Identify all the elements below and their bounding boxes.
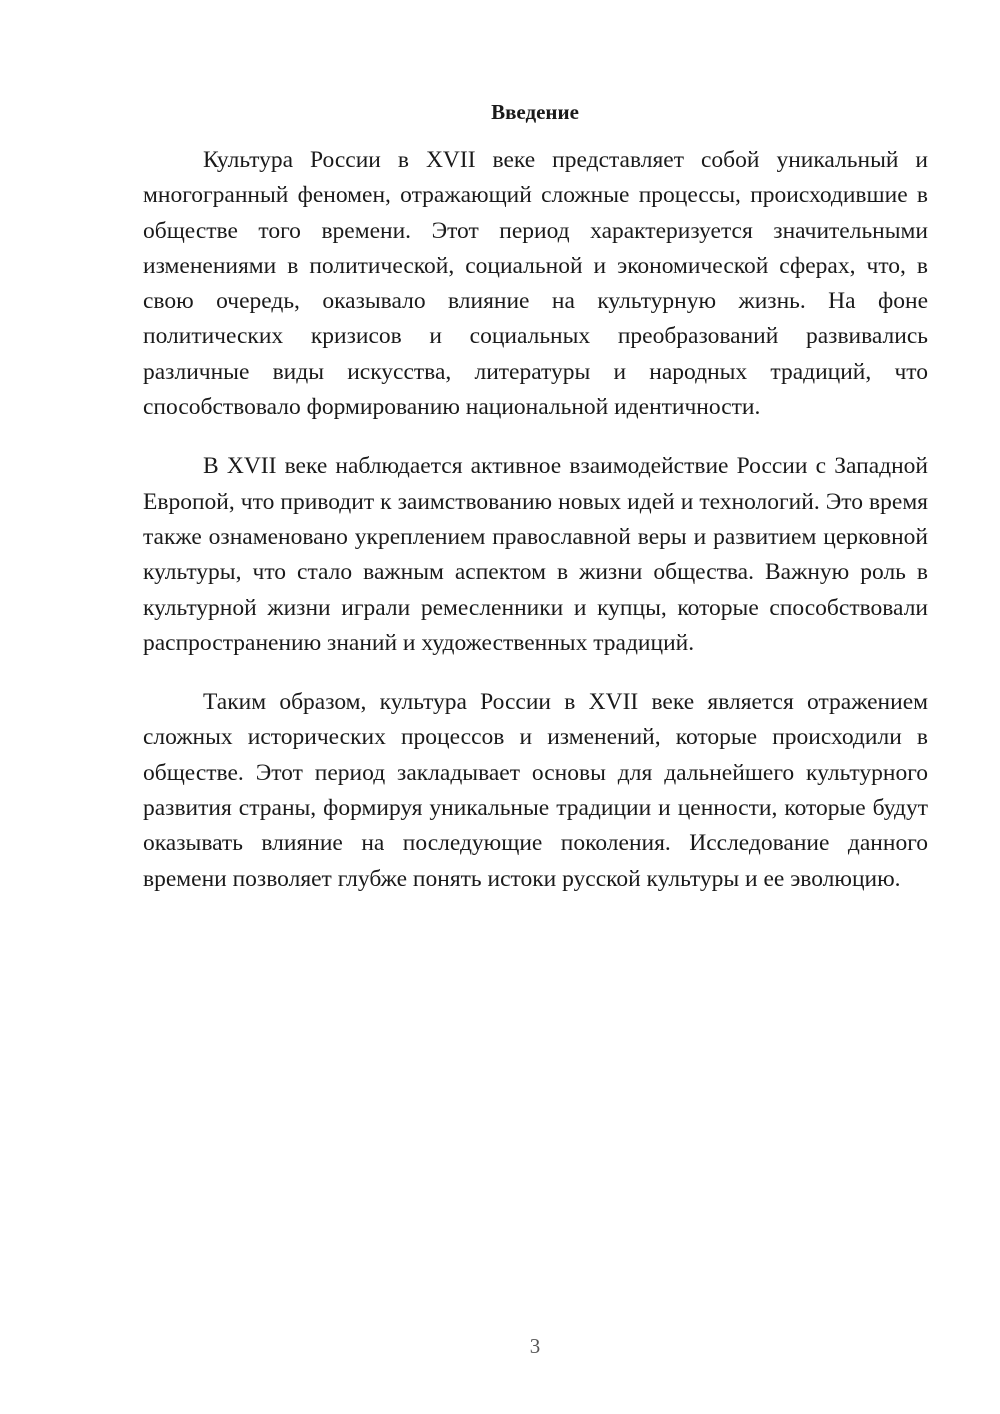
page-number: 3 [529,1334,541,1358]
paragraph-3: Таким образом, культура России в XVII веке является отражением сложных исторических процессов и изменений, которые происходили в обществе. Этот период закладывает основы для дальнейшего культурного развития страны, формируя уникальные традиции и ценности, которые будут оказывать влияние на последующие поколения. Исследование данного времени позволяет глубже понять истоки русской культуры и ее эволюцию. [143,689,928,892]
section-title: Введение [491,100,579,124]
paragraph-2: В XVII веке наблюдается активное взаимодействие России с Западной Европой, что приводит к заимствованию новых идей и технологий. Это время также ознаменовано укреплением православной веры и развитием церковной культуры, что стало важным аспектом в жизни общества. Важную роль в культурной жизни играли ремесленники и купцы, которые способствовали распространению знаний и художественных традиций. [143,453,928,656]
document-body [143,143,928,897]
paragraph-1: Культура России в XVII веке представляет собой уникальный и многогранный феномен, отражающий сложные процессы, происходившие в обществе того времени. Этот период характеризуется значительными изменениями в политической, социальной и экономической сферах, что, в свою очередь, оказывало влияние на культурную жизнь. На фоне политических кризисов и социальных преобразований развивались различные виды искусства, литературы и народных традиций, что способствовало формированию национальной идентичности. [143,147,928,421]
